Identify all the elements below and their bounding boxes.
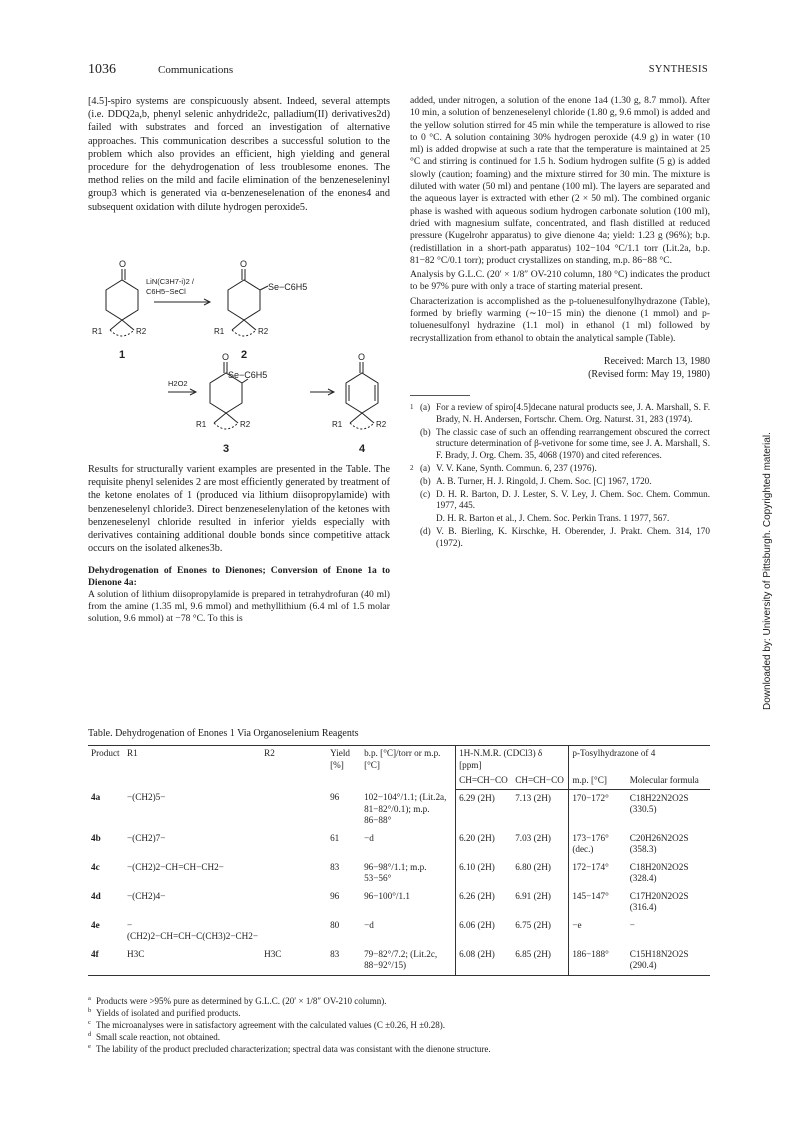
reference-item: (b) The classic case of such an offending rearrangement obscured the correct structure determination of β-vetivone for some time, see J. A. Marshall, S. F. Brady, J. Org. Chem. 35, 4068 (1970) and cited references. — [420, 426, 710, 461]
results-block — [88, 463, 390, 625]
reference-item: 2 (a) V. V. Kane, Synth. Commun. 6, 237 (1976). — [410, 462, 597, 473]
col-header-nmr: 1H-N.M.R. (CDCl3) δ [ppm] — [456, 746, 569, 774]
table-footnotes — [88, 995, 710, 1055]
table-title: Table. Dehydrogenation of Enones 1 Via Organoselenium Reagents — [88, 728, 359, 739]
col-header-nmr-2: CH=CH−CO — [512, 773, 569, 789]
reference-item: (b) A. B. Turner, H. J. Ringold, J. Chem. Soc. [C] 1967, 1720. — [420, 475, 652, 486]
journal-name: SYNTHESIS — [648, 64, 708, 75]
table-row: 4c −(CH2)2−CH=CH−CH2− 83 96−98°/1.1; m.p. 53−56° 6.10 (2H) 6.80 (2H) 172−174° C18H20N2O2S (328.4) — [88, 859, 710, 888]
r2-label-1: R2 — [136, 327, 147, 336]
reference-item: 1 (a) For a review of spiro[4.5]decane natural products see, J. A. Marshall, S. F. Brady, N. H. Andersen, Fortschr. Chem. Org. Naturst. 31, 283 (1974). — [410, 401, 710, 424]
compound-4-ring — [346, 373, 378, 413]
r1-label-1: R1 — [92, 327, 103, 336]
reagent-1b-label: C6H5−SeCl — [146, 287, 186, 296]
footnote-item: e The lability of the product precluded characterization; spectral data was consistant with the dienone structure. — [88, 1043, 491, 1054]
footnote-item: d Small scale reaction, not obtained. — [88, 1031, 220, 1042]
table-row: 4b −(CH2)7− 61 −d 6.20 (2H) 7.03 (2H) 173−176° (dec.) C20H26N2O2S (358.3) — [88, 830, 710, 859]
footnote-item: c The microanalyses were in satisfactory agreement with the calculated values (C ±0.26, H ±0.28). — [88, 1019, 446, 1030]
selenium-label-2: Se−C6H5 — [268, 282, 308, 292]
reaction-scheme-svg — [88, 260, 390, 460]
table-row: 4d −(CH2)4− 96 96−100°/1.1 6.26 (2H) 6.91 (2H) 145−147° C17H20N2O2S (316.4) — [88, 888, 710, 917]
reference-item: (d) V. B. Bierling, K. Kirschke, H. Oberender, J. Prakt. Chem. 314, 170 (1972). — [420, 525, 710, 548]
oxygen-label-1: O — [119, 260, 127, 269]
col-header-r1: R1 — [124, 746, 261, 790]
right-column — [410, 95, 710, 551]
compound-4-number: 4 — [359, 443, 366, 455]
reagent-1-label: LiN(C3H7-i)2 / — [146, 277, 194, 286]
table-row: 4a −(CH2)5− 96 102−104°/1.1; (Lit.2a, 81−82°/0.1); m.p. 86−88° 6.29 (2H) 7.13 (2H) 170−172° C18H22N2O2S (330.5) — [88, 789, 710, 830]
intro-paragraph: [4.5]-spiro systems are conspicuously absent. Indeed, several attempts (i.e. DDQ2a,b, phenyl selenic anhydride2c, palladium(II) derivatives2d) failed with substrates and forced an investigation of alternative approaches. This communication describes a successful solution to the problem which also provides an efficient, high yielding and general procedure for the dehydrogenation of less troublesome enones. The method relies on the mild and facile elimination of the benzeneseleninyl group3 which is generated via α-benzeneselenation of the enones4 and subsequent oxidation with dilute hydrogen peroxide5. — [88, 96, 390, 213]
page-number: 1036 — [88, 62, 116, 77]
col-header-tosyl: p-Tosylhydrazone of 4 — [569, 746, 710, 774]
oxygen-label-3: O — [222, 352, 230, 362]
revised-line: (Revised form: May 19, 1980) — [588, 368, 710, 380]
table-row: 4f H3C H3C 83 79−82°/7.2; (Lit.2c, 88−92°/15) 6.08 (2H) 6.85 (2H) 186−188° C15H18N2O2S (290.4) — [88, 946, 710, 976]
oxygen-label-2: O — [240, 260, 248, 269]
r2-label-4: R2 — [376, 420, 387, 429]
col-header-tosyl-mp: m.p. [°C] — [569, 773, 627, 789]
table-row: 4e −(CH2)2−CH=CH−C(CH3)2−CH2− 80 −d 6.06 (2H) 6.75 (2H) −e − — [88, 917, 710, 946]
analysis-paragraph: Analysis by G.L.C. (20′ × 1/8″ OV-210 column, 180 °C) indicates the product to be 97% pure with only a trace of starting material present. — [410, 269, 710, 293]
r1-label-4: R1 — [332, 420, 343, 429]
compound-2-ring — [228, 280, 260, 320]
r2-label-2: R2 — [258, 327, 269, 336]
reference-item: D. H. R. Barton et al., J. Chem. Soc. Perkin Trans. 1 1977, 567. — [436, 513, 670, 524]
received-line: Received: March 13, 1980 — [603, 355, 710, 367]
reagent-2-label: H2O2 — [168, 379, 188, 388]
r2-label-3: R2 — [240, 420, 251, 429]
journal-section: Communications — [158, 64, 234, 76]
r1-label-3: R1 — [196, 420, 207, 429]
compound-3-number: 3 — [223, 443, 230, 455]
received-date — [410, 355, 710, 381]
selenium-label-3: Se−C6H5 — [228, 370, 268, 380]
reaction-scheme — [88, 260, 390, 460]
references-divider — [410, 395, 470, 396]
oxygen-label-4: O — [358, 352, 366, 362]
col-header-nmr-1: CH=CH−CO — [456, 773, 513, 789]
compound-1-number: 1 — [119, 349, 126, 361]
procedure-start: A solution of lithium diisopropylamide is prepared in tetrahydrofuran (40 ml) from the amine (1.35 ml, 9.6 mmol) and methyllithium (6.4 ml of 1.5 molar solution, 9.6 mmol) at −78 °C. To this is — [88, 589, 390, 625]
procedure-continued: added, under nitrogen, a solution of the enone 1a4 (1.30 g, 8.7 mmol). After 10 min, a solution of benzeneselenyl chloride (1.80 g, 9.6 mmol) is added and the yellow solution stirred for 45 min while the temperature is allowed to rise to 0 °C. A solution containing 30% hydrogen peroxide (4.9 g) in water (10 ml) is added dropwise at such a rate that the temperature is maintained at 25 °C and stirring is continued for 1.5 h. Sodium hydrogen sulfite (5 g) is added slowly (caution; foaming) and the mixture stirred for 30 min. The mixture is diluted with water (50 ml) and pentane (100 ml). The layers are separated and the aqueous layer is extracted with ether (2 × 50 ml). The combined organic phase is washed with aqueous sodium hydrogen carbonate solution (100 ml), dried with magnesium sulfate, concentrated, and flash distilled at reduced pressure (Kugelrohr apparatus) to give dienone 4a; yield: 1.23 g (96%); b.p. (redistillation in a short-path apparatus) 102−104 °C/1.1 torr (Lit.2a, b.p. 81−82 °C/0.1 torr); product crystallizes on standing, m.p. 86−88 °C. — [410, 95, 710, 266]
reference-item: (c) D. H. R. Barton, D. J. Lester, S. V. Ley, J. Chem. Soc. Chem. Commun. 1977, 445. — [420, 488, 710, 511]
section-heading: Dehydrogenation of Enones to Dienones; Conversion of Enone 1a to Dienone 4a: — [88, 565, 390, 589]
results-paragraph: Results for structurally varient examples are presented in the Table. The requisite phenyl selenides 2 are most efficiently generated by treatment of the ketone enolates of 1 (produced via lithium diisopropylamide) with benzeneselenyl chloride3. Direct benzeneselenylation of the ketones with benzeneselenyl chloride resulted in inferior yields especially with derivatives containing additional double bonds since competitive attack occurs on the isolated alkenes3b. — [88, 464, 390, 555]
download-notice — [760, 390, 774, 710]
col-header-r2: R2 — [261, 746, 327, 790]
references-list — [410, 402, 710, 550]
data-table — [88, 745, 710, 976]
download-notice-text: Downloaded by: University of Pittsburgh. Copyrighted material. — [762, 432, 773, 710]
footnote-item: a Products were >95% pure as determined by G.L.C. (20′ × 1/8″ OV-210 column). — [88, 995, 387, 1006]
left-column — [88, 95, 390, 216]
col-header-yield: Yield [%] — [327, 746, 361, 790]
compound-2-number: 2 — [241, 349, 248, 361]
r1-label-2: R1 — [214, 327, 225, 336]
compound-1-ring — [106, 280, 138, 320]
characterization-paragraph: Characterization is accomplished as the p-toluenesulfonylhydrazone (Table), formed by briefly warming (∼10−15 min) the dienone (1 mmol) and p-toluenesulfonyl hydrazine (1.1 mol) in ethanol (1 ml) followed by recrystallization from ethanol to obtain the analytical sample (Table). — [410, 295, 710, 344]
col-header-product: Product — [88, 746, 124, 790]
page-header — [88, 62, 708, 82]
col-header-tosyl-formula: Molecular formula — [627, 773, 710, 789]
col-header-bp: b.p. [°C]/torr or m.p. [°C] — [361, 746, 456, 790]
footnote-item: b Yields of isolated and purified products. — [88, 1007, 241, 1018]
